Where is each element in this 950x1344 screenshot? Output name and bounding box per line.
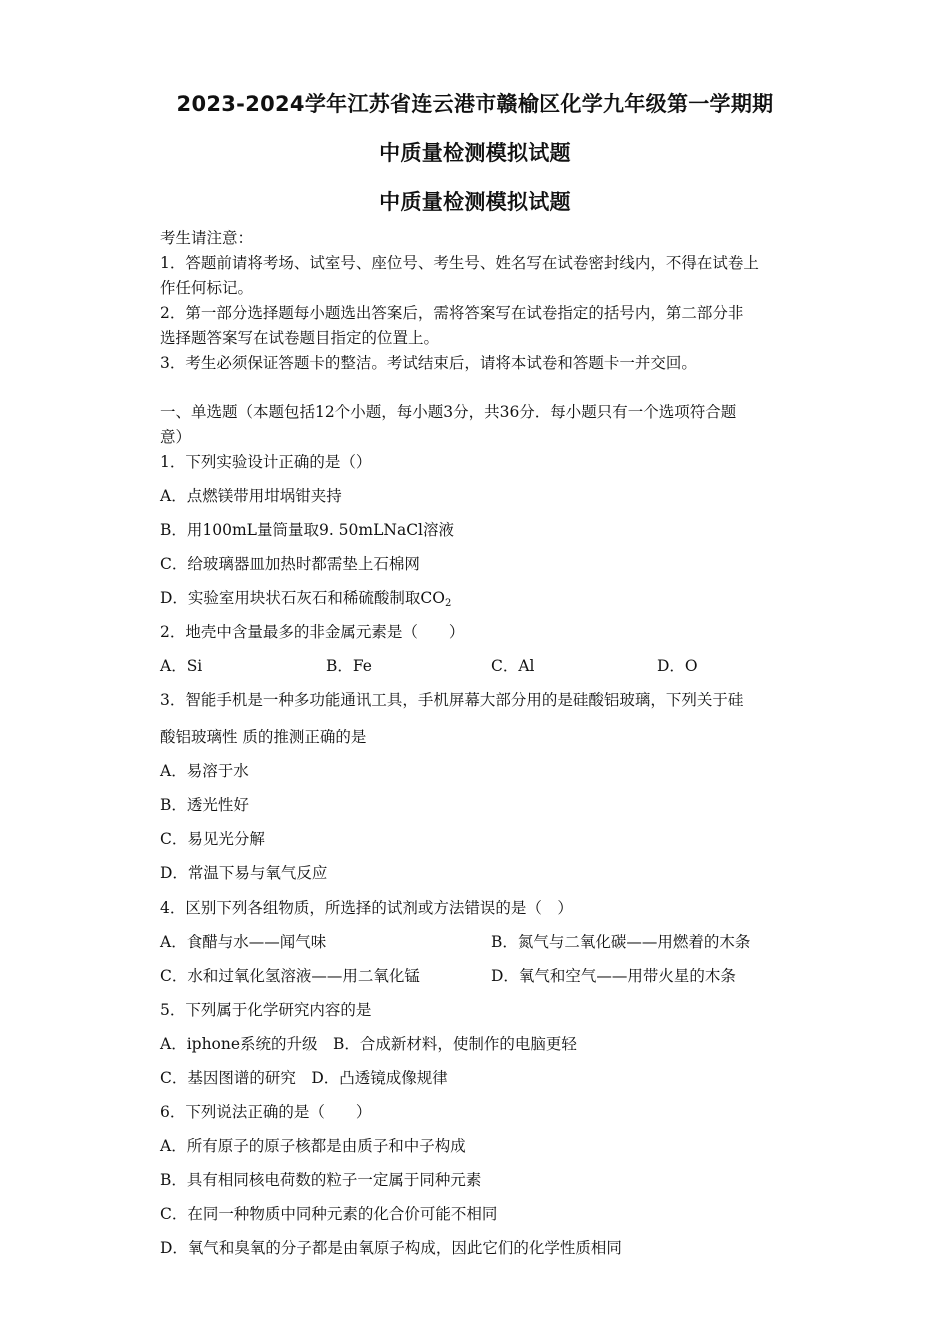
question-3-option-b: B．透光性好 — [160, 796, 249, 814]
question-3-option-a: A．易溶于水 — [160, 762, 249, 780]
question-3-stem: 3．智能手机是一种多功能通讯工具，手机屏幕大部分用的是硅酸铝玻璃，下列关于硅 — [160, 691, 744, 709]
co2-subscript: 2 — [445, 598, 452, 609]
question-3-stem-cont: 酸铝玻璃性 质的推测正确的是 — [160, 728, 367, 746]
question-1-option-a: A．点燃镁带用坩埚钳夹持 — [160, 487, 342, 505]
notice-heading: 考生请注意： — [160, 229, 254, 247]
question-1-option-d-text: D．实验室用块状石灰石和稀硫酸制取CO — [160, 589, 445, 607]
question-1-option-d — [160, 588, 800, 614]
question-4-option-d: D．氧气和空气——用带火星的木条 — [491, 967, 736, 985]
question-4-stem: 4．区别下列各组物质，所选择的试剂或方法错误的是（ ） — [160, 899, 573, 917]
page-subtitle-repeat: 中质量检测模拟试题 — [379, 190, 571, 214]
question-2-option-d: D．O — [657, 657, 698, 675]
question-6-stem: 6．下列说法正确的是（ ） — [160, 1103, 372, 1121]
notice-item-2-cont: 选择题答案写在试卷题目指定的位置上。 — [160, 329, 440, 347]
question-4-option-a: A．食醋与水——闻气味 — [160, 933, 327, 951]
notice-item-1: 1．答题前请将考场、试室号、座位号、考生号、姓名写在试卷密封线内，不得在试卷上 — [160, 254, 759, 272]
question-5-options-cd: C．基因图谱的研究 D．凸透镜成像规律 — [160, 1069, 448, 1087]
notice-item-1-cont: 作任何标记。 — [160, 279, 254, 297]
question-3-option-c: C．易见光分解 — [160, 830, 265, 848]
page-subtitle: 中质量检测模拟试题 — [379, 141, 571, 165]
question-1-stem: 1．下列实验设计正确的是（） — [160, 453, 372, 471]
notice-item-2: 2．第一部分选择题每小题选出答案后，需将答案写在试卷指定的括号内，第二部分非 — [160, 304, 744, 322]
question-5-options-ab: A．iphone系统的升级 B．合成新材料，使制作的电脑更轻 — [160, 1035, 577, 1053]
question-2-stem: 2．地壳中含量最多的非金属元素是（ ） — [160, 623, 465, 641]
question-5-stem: 5．下列属于化学研究内容的是 — [160, 1001, 372, 1019]
question-6-option-b: B．具有相同核电荷数的粒子一定属于同种元素 — [160, 1171, 482, 1189]
page-title: 2023-2024学年江苏省连云港市赣榆区化学九年级第一学期期 — [176, 92, 774, 116]
question-4-option-b: B．氮气与二氧化碳——用燃着的木条 — [491, 933, 751, 951]
question-1-option-c: C．给玻璃器皿加热时都需垫上石棉网 — [160, 555, 420, 573]
question-2-option-a: A．Si — [160, 657, 203, 675]
question-6-option-a: A．所有原子的原子核都是由质子和中子构成 — [160, 1137, 466, 1155]
question-1-option-b: B．用100mL量筒量取9. 50mLNaCl溶液 — [160, 521, 455, 539]
notice-item-3: 3．考生必须保证答题卡的整洁。考试结束后，请将本试卷和答题卡一并交回。 — [160, 354, 697, 372]
question-4-option-c: C．水和过氧化氢溶液——用二氧化锰 — [160, 967, 420, 985]
section-heading-cont: 意） — [160, 428, 192, 446]
question-3-option-d: D．常温下易与氧气反应 — [160, 864, 328, 882]
question-2-option-c: C．Al — [491, 657, 535, 675]
question-6-option-d: D．氧气和臭氧的分子都是由氧原子构成，因此它们的化学性质相同 — [160, 1239, 622, 1257]
question-2-option-b: B．Fe — [326, 657, 372, 675]
question-6-option-c: C．在同一种物质中同种元素的化合价可能不相同 — [160, 1205, 498, 1223]
section-heading: 一、单选题（本题包括12个小题，每小题3分，共36分．每小题只有一个选项符合题 — [160, 403, 737, 421]
